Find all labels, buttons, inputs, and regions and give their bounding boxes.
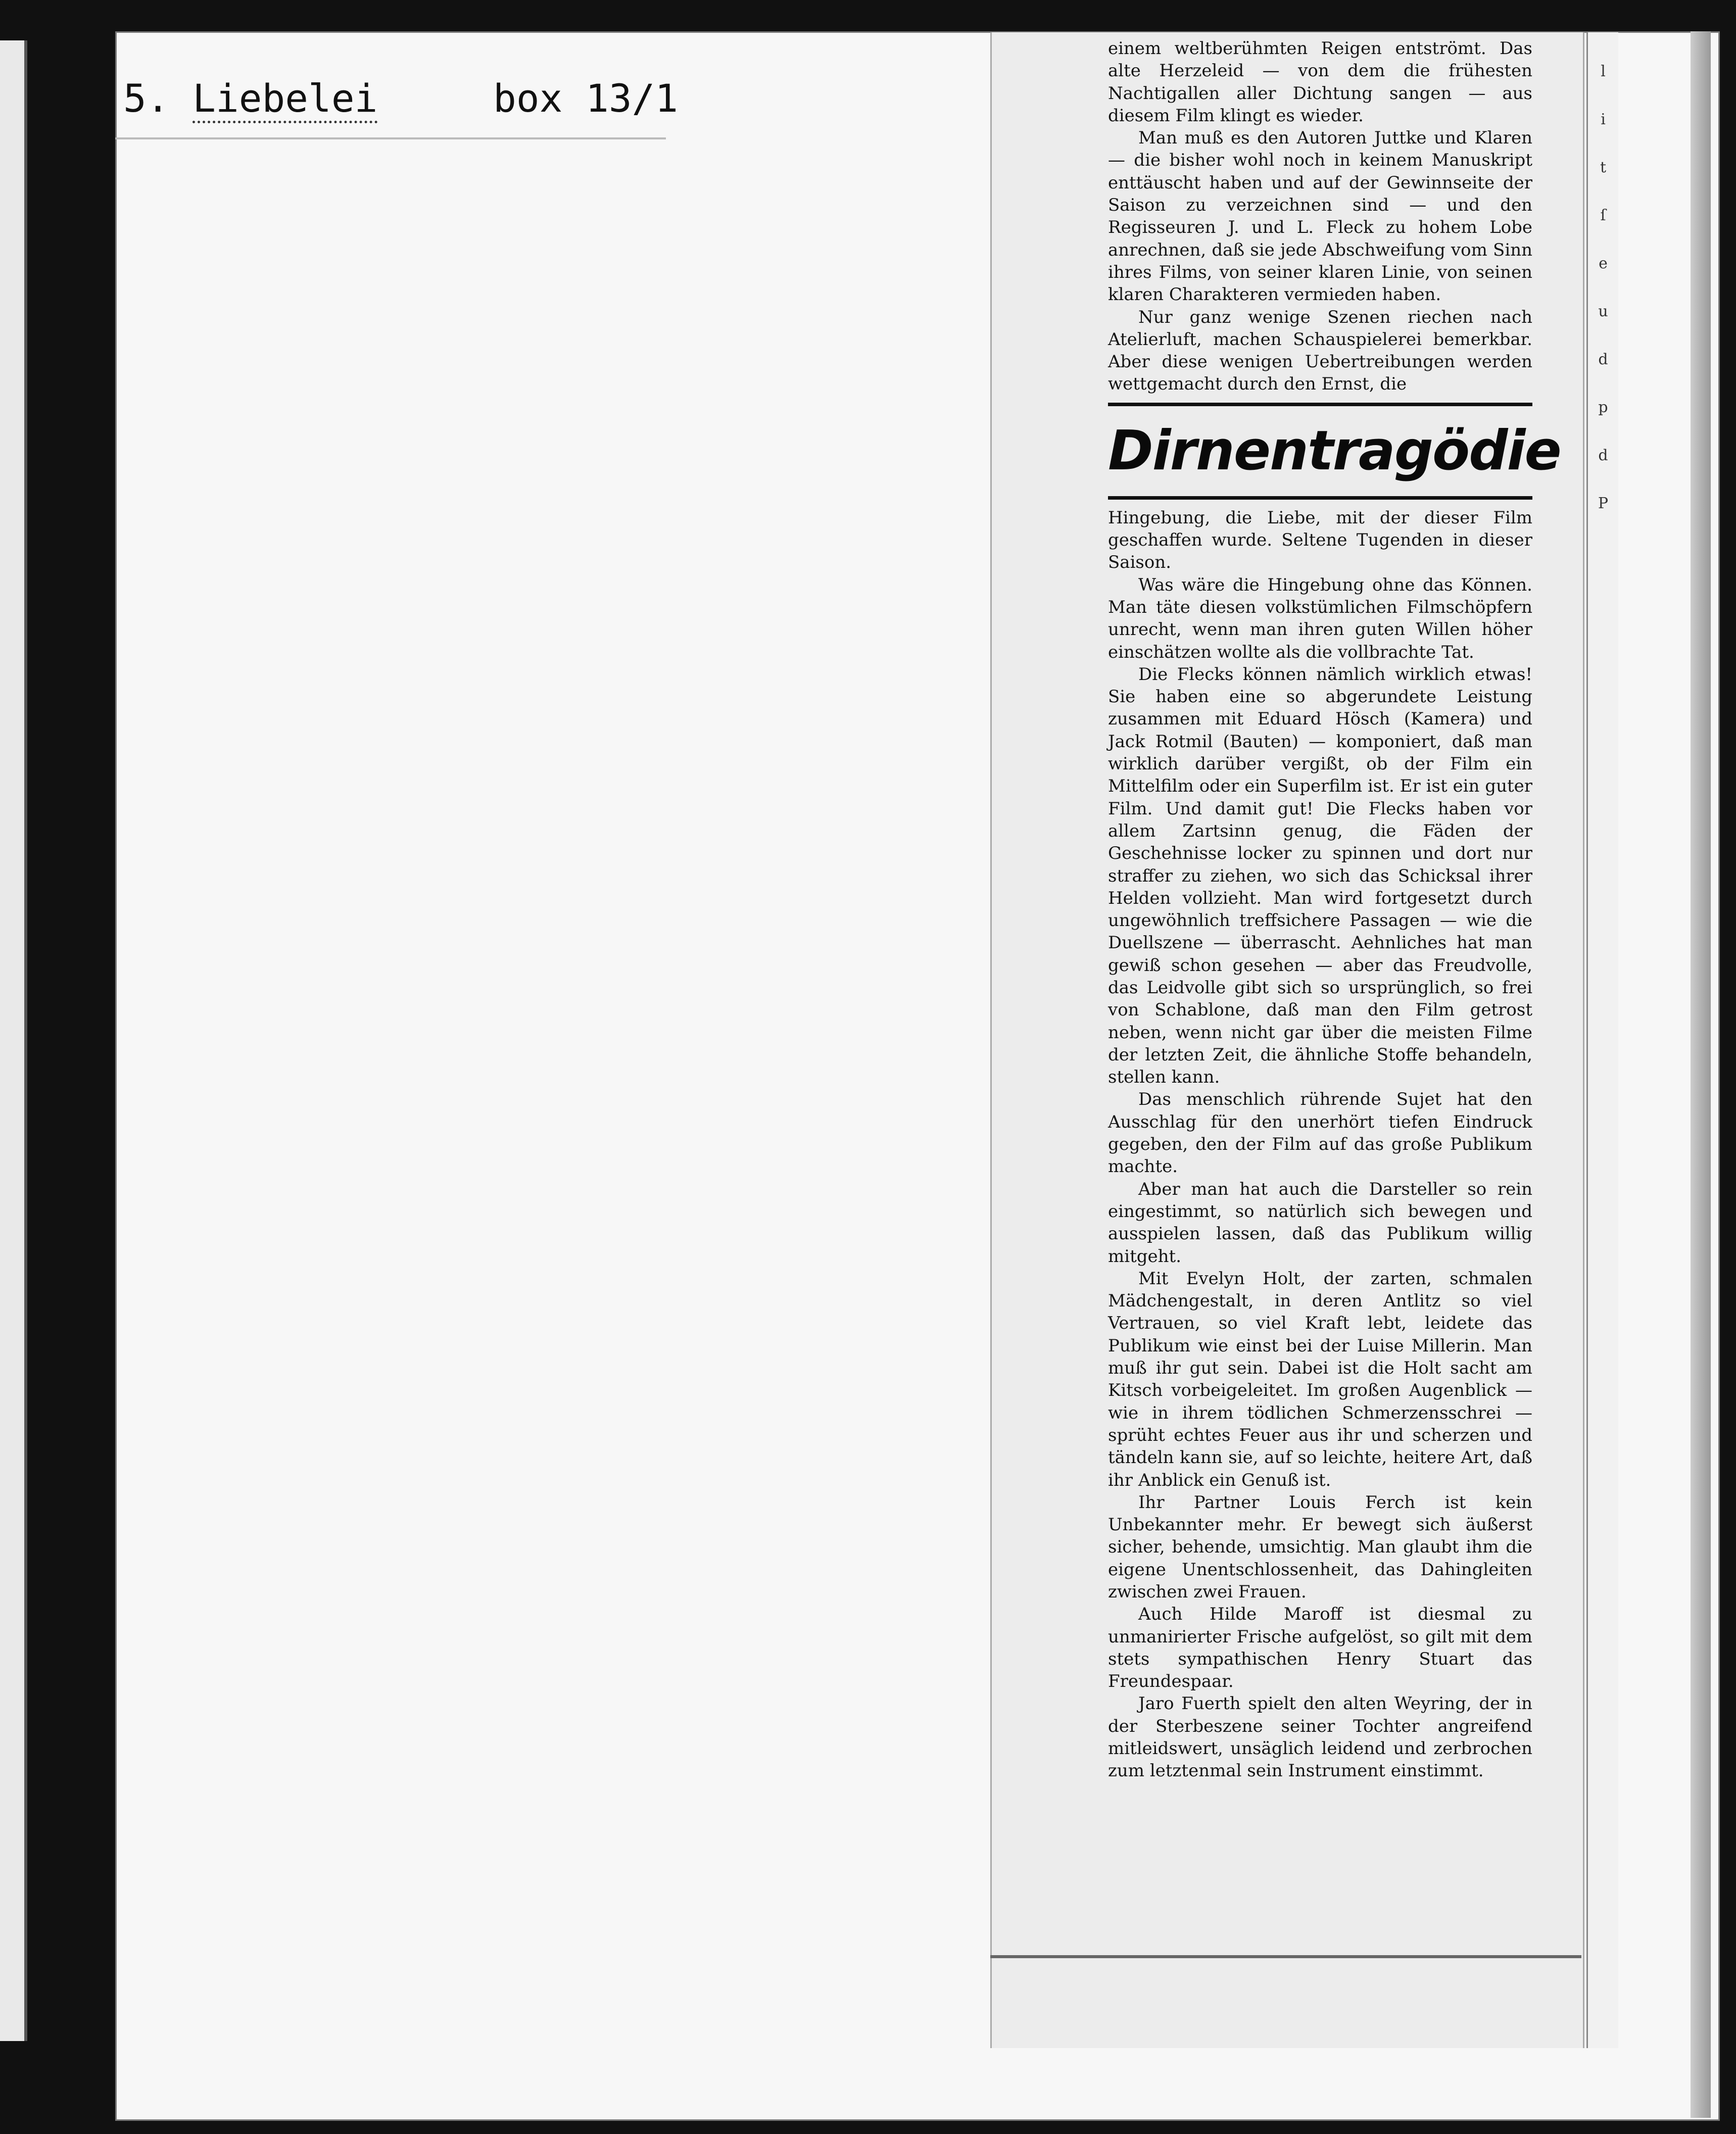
fragment-0: l [1601, 63, 1606, 80]
fragment-7: p [1598, 399, 1608, 416]
label-title: Liebelei [192, 76, 377, 123]
fragment-3: ſ [1600, 207, 1606, 224]
adjacent-page-edge [0, 40, 27, 2041]
fragment-4: e [1599, 255, 1608, 272]
paragraph-bottom-5: Mit Evelyn Holt, der zarten, schmalen Mädchengestalt, in deren Antlitz so viel Vertrauen, so viel Kraft lebt, leidete das Publikum wie einst bei der Luise Millerin. Man muß ihr gut sein. Dabei ist die Holt sacht am Kitsch vorbeigeleitet. Im großen Augenblick — wie in ihrem tödlichen Schmerzensschrei — sprüht echtes Feuer aus ihr und scherzen und tändeln kann sie, auf so leichte, heitere Art, daß ihr Anblick ein Genuß ist. [1108, 1268, 1532, 1490]
label-prefix: 5. [123, 76, 193, 121]
fragment-9: P [1598, 495, 1609, 512]
sheet-shadow-edge [1691, 31, 1711, 2118]
fragment-2: t [1600, 159, 1607, 176]
paragraph-bottom-6: Ihr Partner Louis Ferch ist kein Unbekannter mehr. Er bewegt sich äußerst sicher, behende, umsichtig. Man glaubt ihm die eigene Unentschlossenheit, das Dahingleiten zwischen zwei Frauen. [1108, 1492, 1532, 1602]
fragment-8: d [1598, 447, 1608, 464]
paragraph-bottom-2: Die Flecks können nämlich wirklich etwas! Sie haben eine so abgerundete Leistung zusammen mit Eduard Hösch (Kamera) und Jack Rotmil (Bauten) — komponiert, daß man wirklich darüber vergißt, ob der Film ein Mittelfilm oder ein Superfilm ist. Er ist ein guter Film. Und damit gut! Die Flecks haben vor allem Zartsinn genug, die Fäden der Geschehnisse locker zu spinnen und dort nur straffer zu ziehen, wo sich das Schicksal ihrer Helden vollzieht. Man wird fortgesetzt durch ungewöhnlich treffsichere Passagen — wie die Duellszene — überrascht. Aehnliches hat man gewiß schon gesehen — aber das Freudvolle, das Leidvolle gibt sich so ursprünglich, so frei von Schablone, daß man den Film getrost neben, wenn nicht gar über die meisten Filme der letzten Zeit, die ähnliche Stoffe behandeln, stellen kann. [1108, 664, 1532, 1088]
label-box: box 13/1 [493, 76, 679, 121]
fragment-5: u [1598, 303, 1608, 320]
fragment-1: i [1601, 111, 1606, 128]
newspaper-clipping [990, 32, 1584, 2048]
headline: Dirnentragödie [1108, 419, 1561, 482]
fragment-6: d [1598, 351, 1608, 368]
clipping-crease [990, 1955, 1581, 1958]
label-spacer [377, 76, 493, 121]
paragraph-top-1: Man muß es den Autoren Juttke und Klaren — die bisher wohl noch in keinem Manuskript enttäuscht haben und auf der Gewinnseite der Saison zu verzeichnen sind — und den Regisseuren J. und L. Fleck zu hohem Lobe anrechnen, daß sie jede Abschweifung vom Sinn ihres Films, von seiner klaren Linie, von seinen klaren Charakteren vermieden haben. [1108, 128, 1532, 305]
headline-rule-bottom [1108, 496, 1532, 500]
paragraph-bottom-3: Das menschlich rührende Sujet hat den Ausschlag für den unerhört tiefen Eindruck gegeben, den der Film auf das große Publikum machte. [1108, 1089, 1532, 1177]
paragraph-top-0: einem weltberühmten Reigen entströmt. Das alte Herzeleid — von dem die frühesten Nachtigallen aller Dichtung sangen — aus diesem Film klingt es wieder. [1108, 38, 1532, 126]
paragraph-bottom-8: Jaro Fuerth spielt den alten Weyring, der in der Sterbeszene seiner Tochter angreifend mitleidswert, unsäglich leidend und zerbrochen zum letztenmal sein Instrument einstimmt. [1108, 1693, 1532, 1781]
adjacent-column-fragment [1586, 32, 1618, 2048]
clipping-text [1108, 37, 1561, 1782]
paragraph-bottom-0: Hingebung, die Liebe, mit der dieser Film geschaffen wurde. Seltene Tugenden in dieser Saison. [1108, 507, 1532, 573]
label-rule [115, 137, 666, 139]
paragraph-top-2: Nur ganz wenige Szenen riechen nach Atelierluft, machen Schauspielerei bemerkbar. Aber diese wenigen Uebertreibungen werden wettgemacht durch den Ernst, die [1108, 307, 1532, 395]
paragraph-bottom-1: Was wäre die Hingebung ohne das Können. Man täte diesen volkstümlichen Filmschöpfern unrecht, wenn man ihren guten Willen höher einschätzen wollte als die vollbrachte Tat. [1108, 574, 1532, 662]
archive-label [123, 76, 678, 136]
paragraph-bottom-4: Aber man hat auch die Darsteller so rein eingestimmt, so natürlich sich bewegen und ausspielen lassen, daß das Publikum willig mitgeht. [1108, 1179, 1532, 1267]
paragraph-bottom-7: Auch Hilde Maroff ist diesmal zu unmanirierter Frische aufgelöst, so gilt mit dem stets sympathischen Henry Stuart das Freundespaar. [1108, 1604, 1532, 1692]
headline-rule-top [1108, 403, 1532, 406]
